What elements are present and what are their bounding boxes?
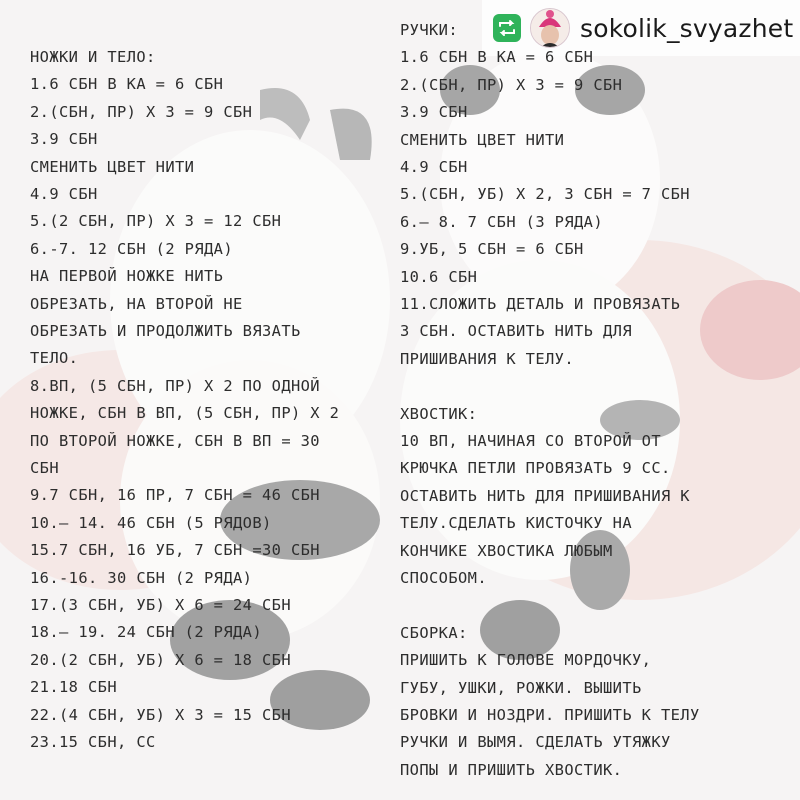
instruction-line: ОБРЕЗАТЬ И ПРОДОЛЖИТЬ ВЯЗАТЬ [30, 322, 301, 340]
instruction-line: 2.(СБН, ПР) Х 3 = 9 СБН [30, 102, 253, 121]
instruction-line: КРЮЧКА ПЕТЛИ ПРОВЯЗАТЬ 9 СС. [400, 459, 671, 478]
instruction-line: 15.7 СБН, 16 УБ, 7 СБН =30 СБН [30, 541, 320, 560]
instruction-line: БРОВКИ И НОЗДРИ. ПРИШИТЬ К ТЕЛУ [400, 706, 700, 724]
instruction-line: 20.(2 СБН, УБ) Х 6 = 18 СБН [30, 650, 291, 669]
instruction-line: СБОРКА: [400, 623, 468, 642]
instruction-line: 2.(СБН, ПР) Х 3 = 9 СБН [400, 75, 623, 94]
instruction-line: 10.– 14. 46 СБН (5 РЯДОВ) [30, 513, 272, 532]
instruction-line: СПОСОБОМ. [400, 569, 487, 587]
instruction-line: ПОПЫ И ПРИШИТЬ ХВОСТИК. [400, 760, 623, 779]
instruction-line: ОБРЕЗАТЬ, НА ВТОРОЙ НЕ [30, 294, 243, 313]
instruction-line: 5.(2 СБН, ПР) Х 3 = 12 СБН [30, 212, 282, 231]
instruction-line: 1.6 СБН В КА = 6 СБН [30, 75, 224, 94]
instruction-line: 22.(4 СБН, УБ) Х 3 = 15 СБН [30, 705, 291, 724]
instruction-line: 3 СБН. ОСТАВИТЬ НИТЬ ДЛЯ [400, 322, 632, 341]
instruction-line: 11.СЛОЖИТЬ ДЕТАЛЬ И ПРОВЯЗАТЬ [400, 295, 681, 313]
instruction-line: 8.ВП, (5 СБН, ПР) Х 2 ПО ОДНОЙ [30, 376, 320, 395]
instruction-line: 3.9 СБН [400, 103, 468, 122]
instruction-line: 9.УБ, 5 СБН = 6 СБН [400, 240, 584, 259]
instruction-line: НА ПЕРВОЙ НОЖКЕ НИТЬ [30, 267, 224, 286]
instruction-line: 16.-16. 30 СБН (2 РЯДА) [30, 568, 253, 587]
instruction-line: СМЕНИТЬ ЦВЕТ НИТИ [30, 157, 195, 176]
right-column-instructions [400, 0, 790, 800]
instruction-line: ТЕЛО. [30, 349, 79, 368]
instruction-line: ПРИШИТЬ К ГОЛОВЕ МОРДОЧКУ, [400, 651, 652, 670]
instruction-line: НОЖКЕ, СБН В ВП, (5 СБН, ПР) Х 2 [30, 404, 340, 423]
instruction-line: 21.18 СБН [30, 678, 117, 697]
instruction-line: 6.– 8. 7 СБН (3 РЯДА) [400, 212, 603, 231]
instruction-line: 10 ВП, НАЧИНАЯ СО ВТОРОЙ ОТ [400, 432, 661, 450]
repost-username[interactable]: sokolik_svyazhet [580, 13, 794, 43]
instruction-line: ГУБУ, УШКИ, РОЖКИ. ВЫШИТЬ [400, 678, 642, 697]
left-column-instructions [30, 0, 400, 800]
instruction-line: 1.6 СБН В КА = 6 СБН [400, 48, 594, 67]
instruction-line: СБН [30, 459, 59, 477]
instruction-line: ПО ВТОРОЙ НОЖКЕ, СБН В ВП = 30 [30, 431, 320, 450]
instruction-line: 17.(3 СБН, УБ) Х 6 = 24 СБН [30, 596, 291, 614]
instruction-line: 3.9 СБН [30, 130, 98, 149]
instruction-line: РУЧКИ: [400, 21, 458, 39]
instruction-line: ТЕЛУ.СДЕЛАТЬ КИСТОЧКУ НА [400, 514, 632, 533]
instruction-line: ОСТАВИТЬ НИТЬ ДЛЯ ПРИШИВАНИЯ К [400, 486, 690, 505]
instruction-line: 4.9 СБН [30, 185, 98, 203]
instruction-line: 6.-7. 12 СБН (2 РЯДА) [30, 239, 233, 258]
instruction-line: ПРИШИВАНИЯ К ТЕЛУ. [400, 349, 574, 368]
instruction-line: РУЧКИ И ВЫМЯ. СДЕЛАТЬ УТЯЖКУ [400, 733, 671, 752]
instruction-line: 4.9 СБН [400, 158, 468, 176]
instruction-line: НОЖКИ И ТЕЛО: [30, 48, 156, 66]
instruction-line: 18.– 19. 24 СБН (2 РЯДА) [30, 623, 262, 642]
instruction-line: 10.6 СБН [400, 267, 478, 286]
instruction-line: СМЕНИТЬ ЦВЕТ НИТИ [400, 130, 565, 149]
instruction-line: ХВОСТИК: [400, 404, 478, 423]
instruction-line: 9.7 СБН, 16 ПР, 7 СБН = 46 СБН [30, 486, 320, 505]
instruction-line: КОНЧИКЕ ХВОСТИКА ЛЮБЫМ [400, 541, 613, 560]
instruction-line: 23.15 СБН, СС [30, 733, 156, 751]
instruction-line: 5.(СБН, УБ) Х 2, 3 СБН = 7 СБН [400, 185, 690, 204]
